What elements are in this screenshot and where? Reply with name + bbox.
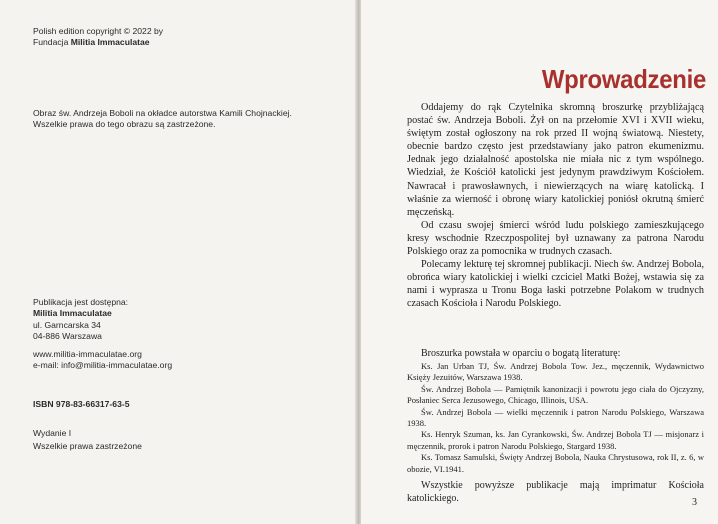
literature-item: Św. Andrzej Bobola — wielki męczennik i patron Narodu Polskiego, Warszawa 1938. [407, 406, 704, 429]
org-name: Militia Immaculatae [33, 308, 112, 319]
literature-item: Ks. Henryk Szuman, ks. Jan Cyrankowski, Św. Andrzej Bobola TJ — misjonarz i męczennik, prorok i patron Narodu Polskiego, Stargard 1938. [407, 429, 704, 451]
left-page [0, 0, 357, 524]
email-text: e-mail: info@militia-immaculatae.org [33, 360, 173, 371]
intro-paragraph: Od czasu swojej śmierci wśród ludu polskiego zamieszkującego kresy wschodnie Rzeczpospolitej był uznawany za patrona Narodu Polskiego oraz za pomocnika w trudnych czasach. [407, 219, 704, 258]
page-title: Wprowadzenie [541, 64, 706, 94]
intro-text [407, 101, 704, 311]
literature-item: Św. Andrzej Bobola — Pamiętnik kanonizacji i powrotu jego ciała do Ojczyzny, Posłaniec Serca Jezusowego, Chicago, Illinois, USA. [407, 383, 704, 406]
cover-credit-line: Obraz św. Andrzeja Boboli na okładce autorstwa Kamili Chojnackiej. [33, 108, 292, 118]
literature-section [407, 347, 704, 505]
copyright-line: Polish edition copyright © 2022 by [33, 26, 164, 36]
intro-paragraph: Polecamy lekturę tej skromnej publikacji. Niech św. Andrzej Bobola, obrońca wiary katolickiej i wielki czciciel Matki Bożej, wstawia się za nami i wyprasza u Tronu Boga łaski potrzebne Polakom w trudnych czasach Kościoła i Narodu Polskiego. [407, 259, 704, 310]
cover-rights-line: Wszelkie prawa do tego obrazu są zastrzeżone. [33, 119, 216, 130]
street-address: ul. Garncarska 34 [33, 319, 101, 330]
copyright-holder: Fundacja Militia Immaculatae [33, 37, 150, 48]
copyright-holder-name: Militia Immaculatae [70, 37, 150, 48]
isbn: ISBN 978-83-66317-63-5 [33, 399, 130, 409]
rights-text: Wszelkie prawa zastrzeżone [33, 441, 142, 452]
intro-paragraph: Oddajemy do rąk Czytelnika skromną broszurkę przybliżającą postać św. Andrzeja Boboli. Żył on na przełomie XVI i XVII wieku, świętym został ogłoszony na rok przed II wojną światową. Niestety, obecnie bardzo często jest przedstawiany jako patron ekumenizmu. Jednak jego działalność apostolska nie miała nic z tym wspólnego. Wiedział, że Kościół katolicki jest jedynym prawdziwym Kościołem. Nawracał i prawosławnych, i niewierzących na wiarę katolicką. I właśnie za wierność i obronę wiary katolickiej poniósł okrutną śmierć męczeńską. [407, 102, 704, 218]
literature-item: Ks. Tomasz Samulski, Święty Andrzej Bobola, Nauka Chrystusowa, rok II, z. 6, w obozie, VI.1941. [407, 452, 704, 474]
literature-item: Ks. Jan Urban TJ, Św. Andrzej Bobola Tow. Jez., męczennik, Wydawnictwo Księży Jezuitów, Warszawa 1938. [407, 361, 704, 383]
city-address: 04-886 Warszawa [33, 331, 102, 342]
website-text: www.militia-immaculatae.org [33, 348, 142, 359]
edition-block [33, 428, 142, 453]
availability-block [33, 297, 172, 371]
page-number: 3 [692, 497, 697, 508]
cover-credit [33, 108, 292, 131]
imprimatur-note: Wszystkie powyższe publikacje mają imprimatur Kościoła katolickiego. [407, 480, 704, 505]
literature-heading: Broszurka powstała w oparciu o bogatą literaturę: [421, 348, 621, 359]
copyright-notice [33, 26, 163, 49]
edition-text: Wydanie I [33, 428, 72, 438]
availability-label: Publikacja jest dostępna: [33, 297, 129, 307]
